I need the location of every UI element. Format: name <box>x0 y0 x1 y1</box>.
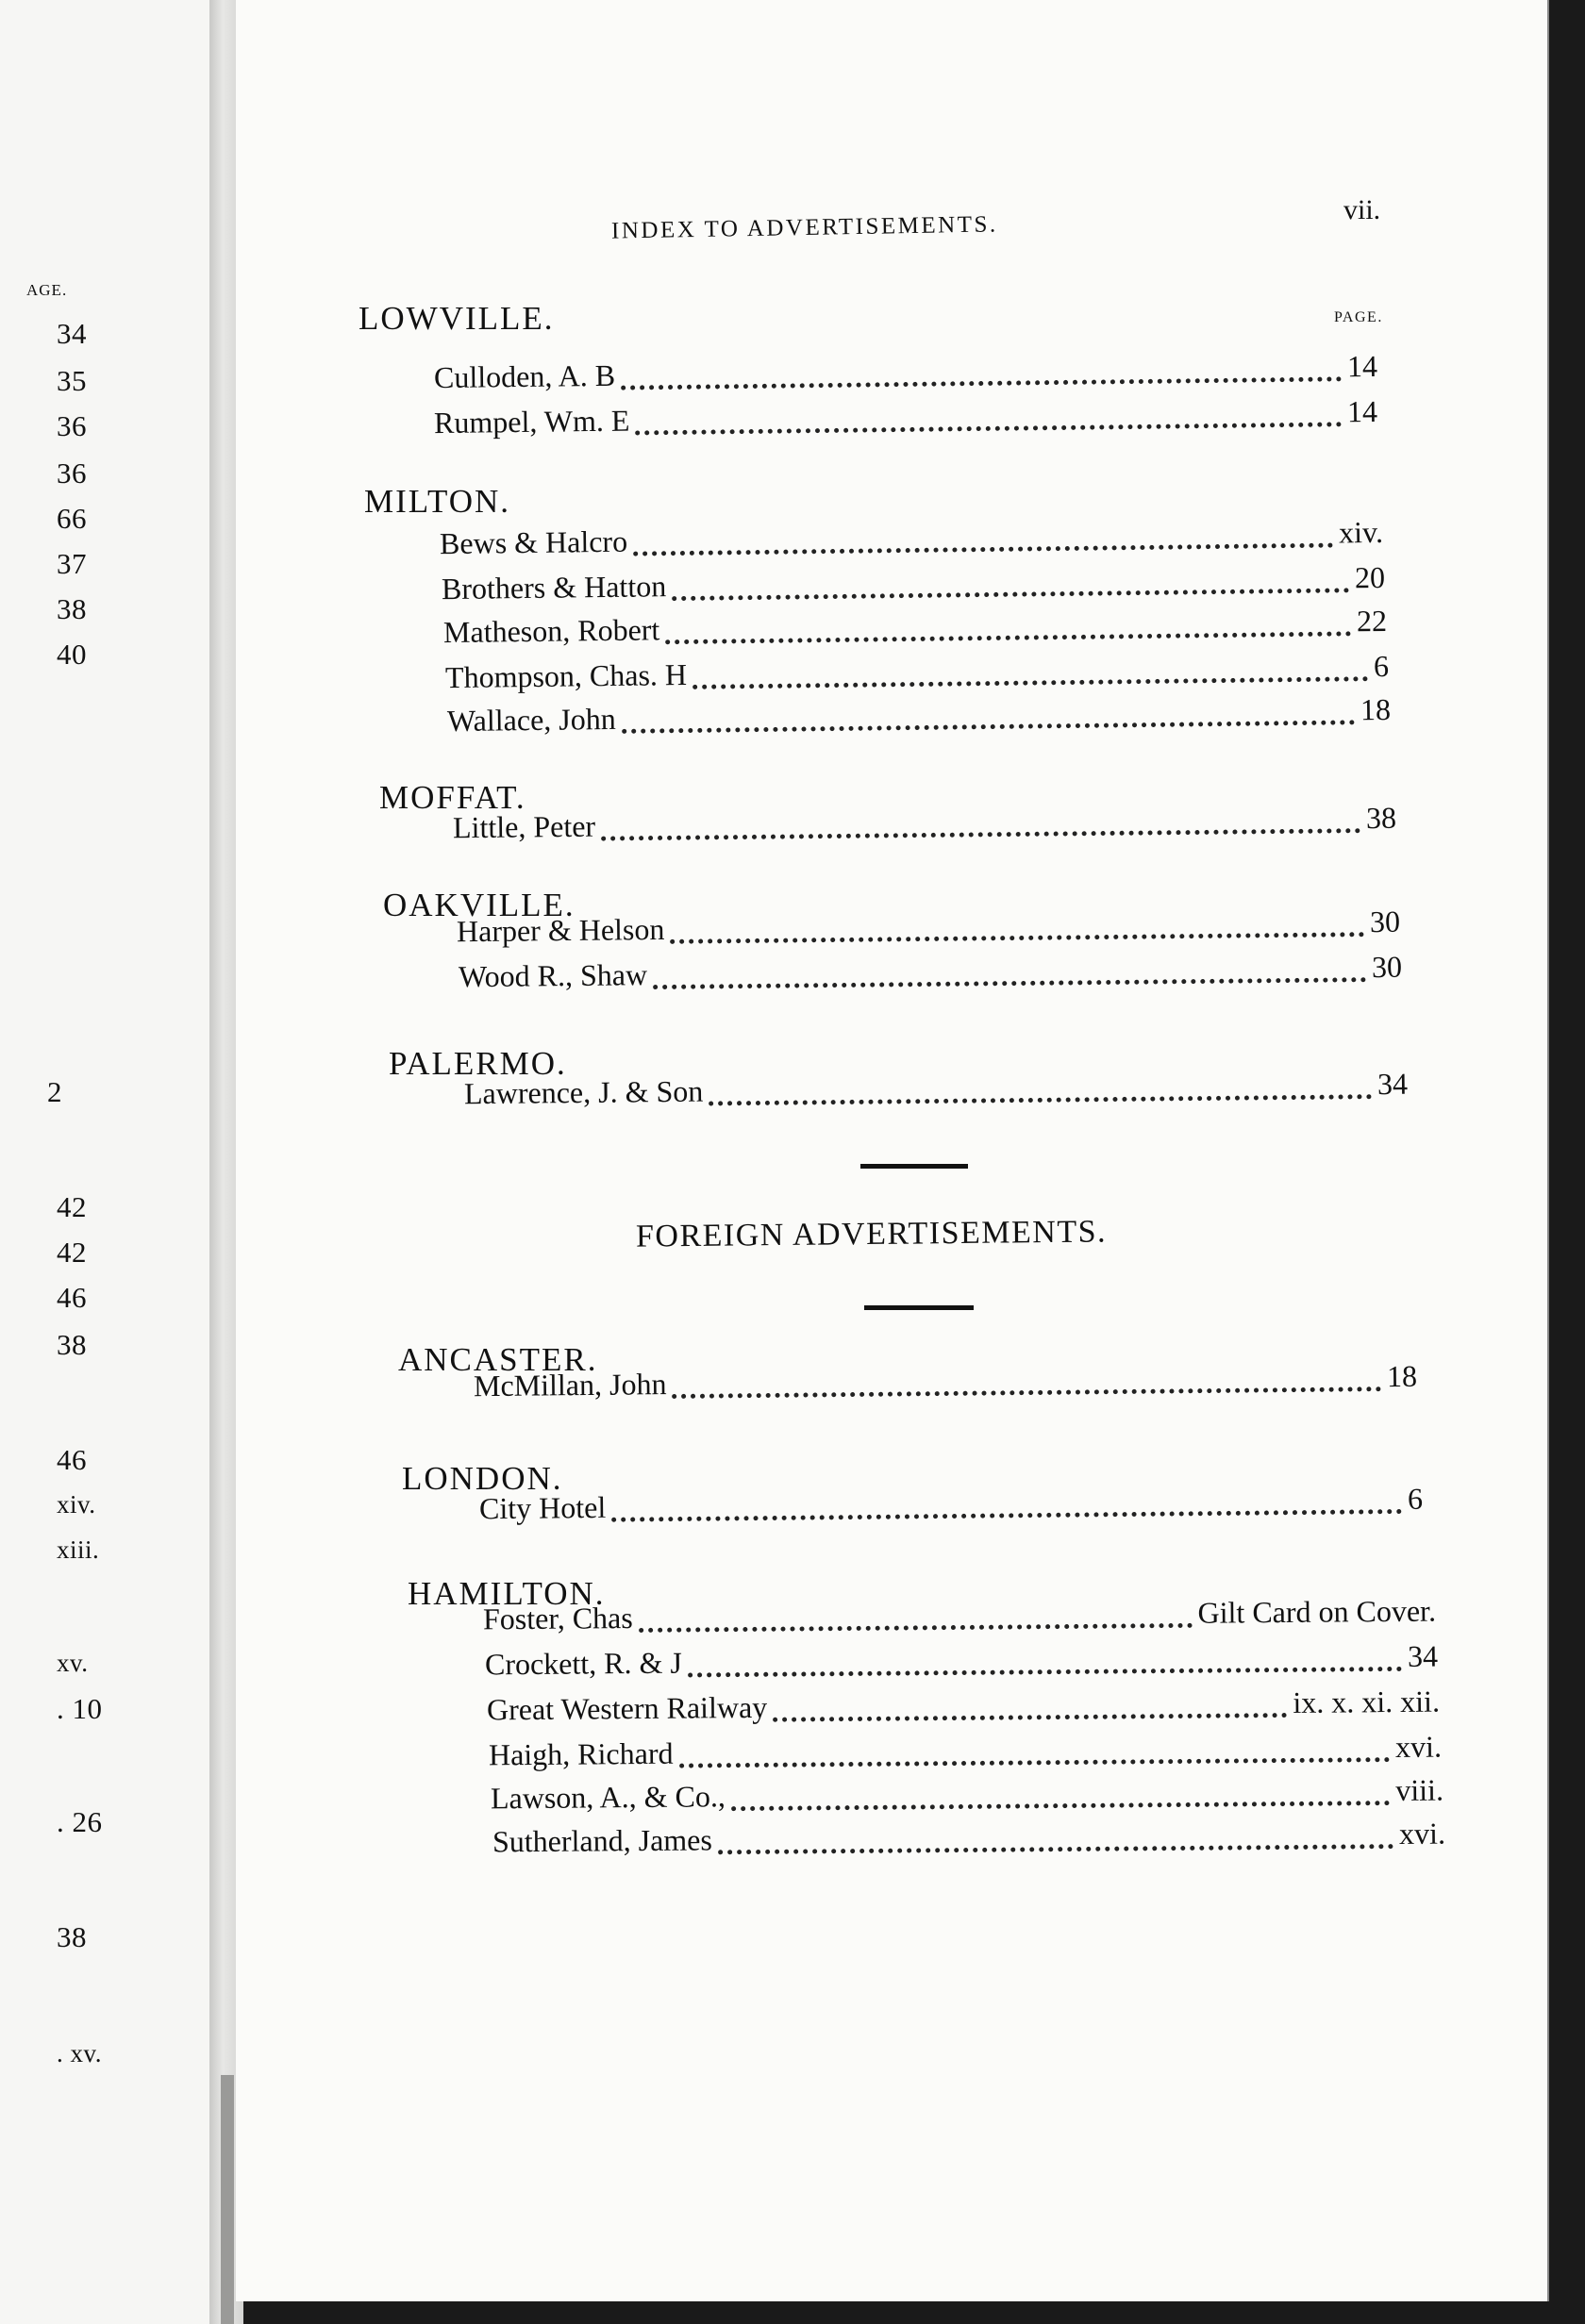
section-divider <box>860 1164 968 1169</box>
left-page-number: 35 <box>57 364 87 397</box>
left-page-number: 2 <box>47 1075 62 1108</box>
page-column-heading: PAGE. <box>1334 309 1383 325</box>
page-reference: 38 <box>1365 800 1397 836</box>
index-entry <box>487 1685 1440 1728</box>
advertiser-name: Wallace, John <box>446 701 616 739</box>
index-entry <box>489 1730 1442 1773</box>
advertiser-name: Crockett, R. & J <box>484 1645 683 1682</box>
left-page-number: xiv. <box>57 1490 96 1519</box>
dot-leader <box>673 1381 1382 1399</box>
left-page-number: 46 <box>57 1281 87 1314</box>
index-entry <box>491 1773 1443 1817</box>
index-entry <box>434 394 1377 440</box>
left-page-number: 38 <box>57 1920 87 1953</box>
town-heading: LOWVILLE. <box>359 300 555 337</box>
dot-leader <box>692 671 1368 689</box>
town-heading: HAMILTON. <box>408 1575 606 1612</box>
index-entry <box>443 604 1387 650</box>
index-entry <box>442 560 1385 606</box>
dot-leader <box>621 371 1342 390</box>
page-reference: 14 <box>1346 348 1378 384</box>
left-page-number: 42 <box>57 1190 87 1223</box>
page-title: INDEX TO ADVERTISEMENTS. <box>610 211 998 244</box>
left-page-number: 46 <box>57 1443 87 1476</box>
page-reference: 6 <box>1407 1481 1424 1516</box>
dot-leader <box>635 416 1342 435</box>
section-divider <box>864 1305 974 1310</box>
page-reference: 22 <box>1356 603 1388 639</box>
dot-leader <box>653 971 1366 989</box>
town-heading: ANCASTER. <box>398 1341 598 1378</box>
town-heading: MOFFAT. <box>379 779 526 816</box>
dot-leader <box>731 1795 1391 1811</box>
index-entry <box>483 1594 1436 1637</box>
advertiser-name: Foster, Chas <box>482 1601 633 1636</box>
index-entry <box>440 515 1383 561</box>
index-entry <box>474 1359 1417 1403</box>
page-reference: xvi. <box>1398 1816 1446 1851</box>
dot-leader <box>639 1618 1193 1633</box>
left-page-number: . 26 <box>57 1805 103 1838</box>
advertiser-name: Culloden, A. B <box>433 357 616 395</box>
index-entry <box>464 1067 1408 1111</box>
page-reference: xvi. <box>1394 1729 1443 1765</box>
dot-leader <box>665 625 1351 644</box>
left-page-number: 36 <box>57 409 87 442</box>
left-page-number: xv. <box>57 1649 89 1677</box>
advertiser-name: McMillan, John <box>473 1367 667 1403</box>
advertiser-name: Sutherland, James <box>492 1822 713 1859</box>
advertiser-name: Thompson, Chas. H <box>444 656 688 695</box>
advertiser-name: Rumpel, Wm. E <box>433 403 630 440</box>
index-entry <box>453 801 1396 845</box>
advertiser-name: City Hotel <box>478 1489 607 1526</box>
advertiser-name: Haigh, Richard <box>488 1735 674 1772</box>
page-reference: 6 <box>1373 648 1390 684</box>
foreign-section-title: FOREIGN ADVERTISEMENTS. <box>635 1214 1108 1254</box>
page-reference: 34 <box>1376 1066 1409 1102</box>
page-folio: vii. <box>1343 194 1381 225</box>
page-reference: viii. <box>1395 1772 1444 1808</box>
dot-leader <box>601 822 1360 840</box>
advertiser-name: Lawrence, J. & Son <box>463 1073 704 1111</box>
left-page-number: 66 <box>57 502 87 535</box>
index-page <box>236 0 1549 2301</box>
page-reference: ix. x. xi. xii. <box>1293 1684 1441 1719</box>
advertiser-name: Harper & Helson <box>456 911 665 949</box>
index-entry <box>445 649 1389 695</box>
dot-leader <box>670 926 1364 944</box>
dot-leader <box>679 1751 1391 1768</box>
dot-leader <box>709 1088 1372 1105</box>
dot-leader <box>622 714 1355 733</box>
town-heading: LONDON. <box>402 1460 563 1497</box>
dot-leader <box>611 1503 1402 1522</box>
index-entry <box>457 905 1400 949</box>
left-page-number: 38 <box>57 592 87 625</box>
index-entry <box>492 1817 1445 1860</box>
page-reference: 30 <box>1371 949 1403 985</box>
town-heading: PALERMO. <box>389 1045 567 1082</box>
left-page-number: 38 <box>57 1328 87 1361</box>
page-reference: xiv. <box>1338 514 1384 550</box>
page-reference: 20 <box>1354 559 1386 595</box>
dot-leader <box>633 538 1333 556</box>
left-page-number: xiii. <box>57 1536 100 1564</box>
page-reference: 30 <box>1369 904 1401 939</box>
advertiser-name: Bews & Halcro <box>439 523 628 561</box>
page-reference: 34 <box>1407 1638 1439 1673</box>
left-page-heading: AGE. <box>26 281 68 299</box>
facing-page-left <box>0 0 215 2324</box>
left-page-number: 36 <box>57 456 87 490</box>
town-heading: MILTON. <box>364 483 510 520</box>
left-page-number: 42 <box>57 1236 87 1269</box>
advertiser-name: Wood R., Shaw <box>458 957 648 994</box>
dot-leader <box>688 1661 1402 1678</box>
left-page-number: 40 <box>57 638 87 671</box>
index-entry <box>459 950 1402 994</box>
dot-leader <box>773 1707 1287 1722</box>
left-page-number: . xv. <box>57 2039 102 2067</box>
index-entry <box>485 1639 1438 1683</box>
page-reference: Gilt Card on Cover. <box>1197 1593 1437 1630</box>
advertiser-name: Matheson, Robert <box>442 612 660 650</box>
dot-leader <box>672 582 1349 601</box>
advertiser-name: Little, Peter <box>452 808 596 845</box>
advertiser-name: Great Western Railway <box>486 1689 768 1727</box>
left-page-number: 37 <box>57 547 87 580</box>
town-heading: OAKVILLE. <box>383 887 576 923</box>
page-reference: 14 <box>1346 393 1378 429</box>
index-entry <box>447 692 1391 739</box>
advertiser-name: Lawson, A., & Co., <box>490 1779 726 1816</box>
index-entry <box>434 349 1377 395</box>
index-entry <box>479 1482 1423 1526</box>
left-page-number: 34 <box>57 317 87 350</box>
page-reference: 18 <box>1360 691 1392 727</box>
advertiser-name: Brothers & Hatton <box>441 569 667 606</box>
left-page-number: . 10 <box>57 1692 103 1725</box>
page-reference: 18 <box>1386 1358 1418 1394</box>
dot-leader <box>718 1838 1393 1854</box>
